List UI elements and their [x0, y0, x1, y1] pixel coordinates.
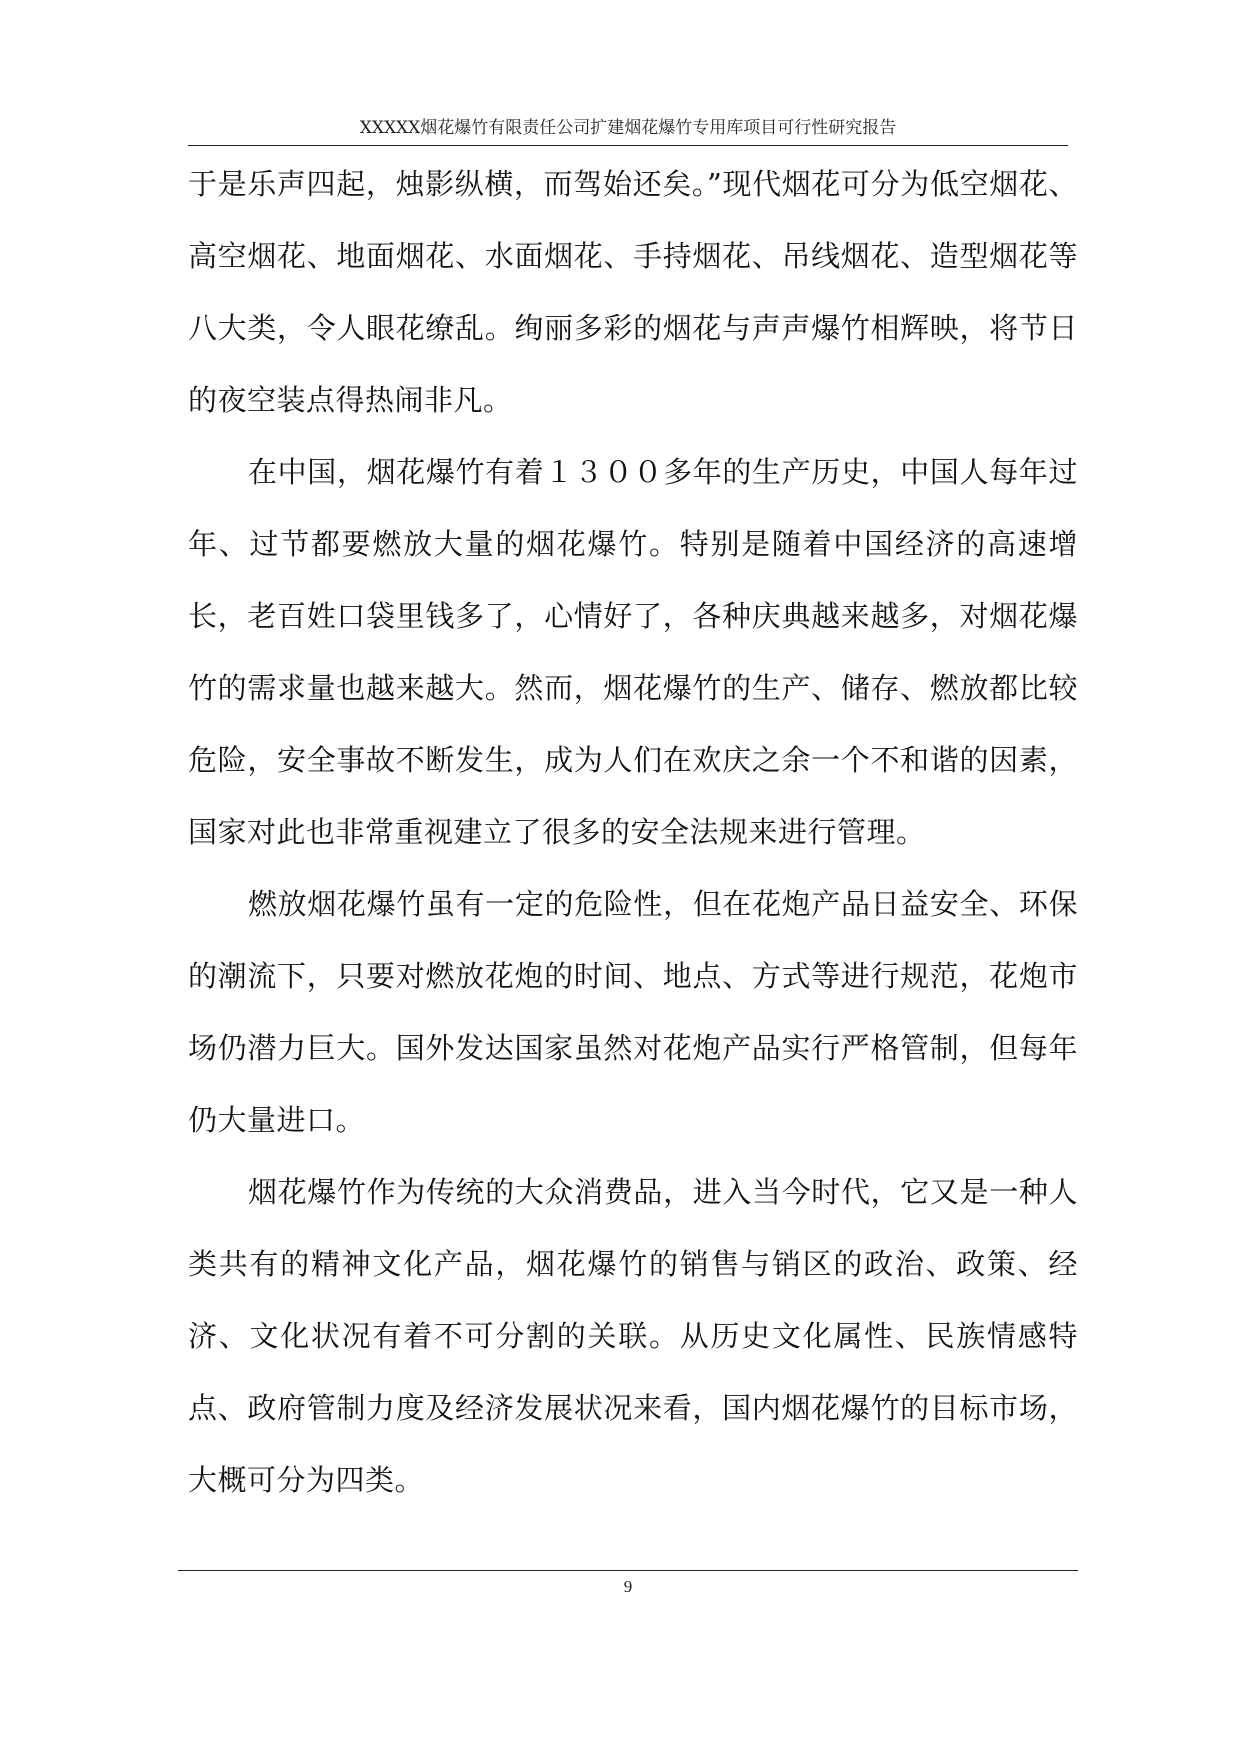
header-divider	[188, 145, 1068, 146]
paragraph-continuation: 于是乐声四起，烛影纵横，而驾始还矣。”现代烟花可分为低空烟花、高空烟花、地面烟花、水面烟花、手持烟花、吊线烟花、造型烟花等八大类，令人眼花缭乱。绚丽多彩的烟花与声声爆竹相辉映，将节日的夜空装点得热闹非凡。	[188, 167, 1078, 417]
page-number: 9	[623, 1577, 633, 1596]
page-header-title: XXXXX烟花爆竹有限责任公司扩建烟花爆竹专用库项目可行性研究报告	[359, 118, 897, 138]
paragraph-target-market: 烟花爆竹作为传统的大众消费品，进入当今时代，它又是一种人类共有的精神文化产品，烟花爆竹的销售与销区的政治、政策、经济、文化状况有着不可分割的关联。从历史文化属性、民族情感特点、政府管制力度及经济发展状况来看，国内烟花爆竹的目标市场，大概可分为四类。	[188, 1175, 1078, 1497]
paragraph-history: 在中国，烟花爆竹有着１３００多年的生产历史，中国人每年过年、过节都要燃放大量的烟花爆竹。特别是随着中国经济的高速增长，老百姓口袋里钱多了，心情好了，各种庆典越来越多，对烟花爆竹的需求量也越来越大。然而，烟花爆竹的生产、储存、燃放都比较危险，安全事故不断发生，成为人们在欢庆之余一个不和谐的因素，国家对此也非常重视建立了很多的安全法规来进行管理。	[188, 455, 1078, 849]
document-body	[188, 148, 1078, 1516]
footer-divider	[178, 1570, 1078, 1571]
paragraph-market-potential: 燃放烟花爆竹虽有一定的危险性，但在花炮产品日益安全、环保的潮流下，只要对燃放花炮的时间、地点、方式等进行规范，花炮市场仍潜力巨大。国外发达国家虽然对花炮产品实行严格管制，但每年仍大量进口。	[188, 887, 1078, 1137]
